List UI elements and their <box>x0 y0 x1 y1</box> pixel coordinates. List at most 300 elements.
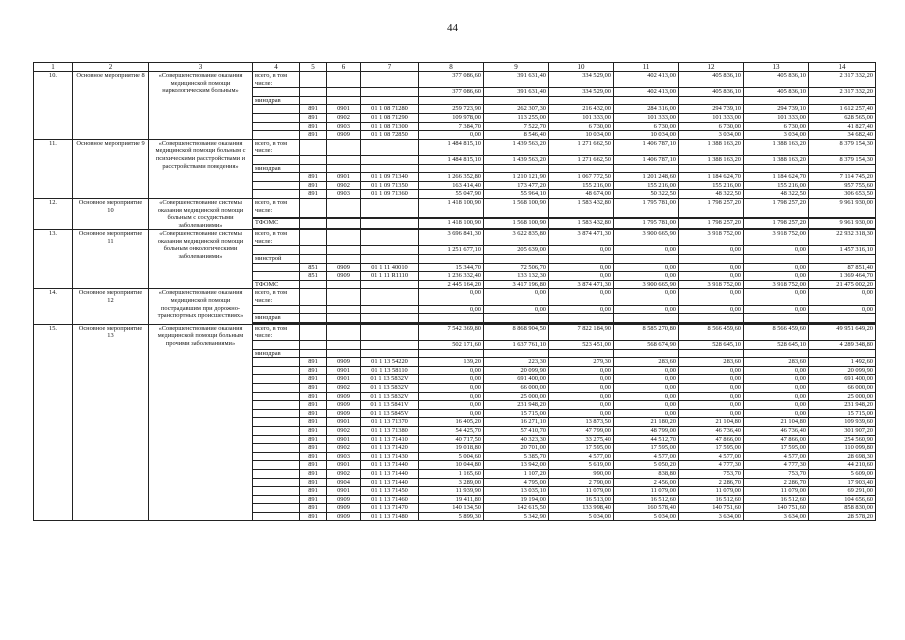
amount-cell: 1 418 100,90 <box>419 198 484 217</box>
amount-cell <box>809 314 876 323</box>
amount-cell: 0,00 <box>614 289 679 305</box>
amount-cell: 54 425,70 <box>419 426 484 435</box>
funding-source-cell: всего, в том числе: <box>253 324 300 340</box>
amount-cell: 2 456,00 <box>614 478 679 487</box>
amount-cell: 19 411,80 <box>419 495 484 504</box>
amount-cell: 7 384,70 <box>419 122 484 131</box>
funding-source-cell <box>253 88 300 97</box>
amount-cell: 0,00 <box>419 409 484 418</box>
amount-cell: 2 445 164,20 <box>419 280 484 289</box>
amount-cell: 19 194,00 <box>484 495 549 504</box>
amount-cell: 139,20 <box>419 358 484 367</box>
column-number-cell: 14 <box>809 63 876 72</box>
amount-cell: 1 251 677,10 <box>419 246 484 255</box>
amount-cell: 1 210 121,90 <box>484 173 549 182</box>
amount-cell: 0,00 <box>614 246 679 255</box>
amount-cell: 3 918 752,00 <box>679 230 744 246</box>
amount-cell: 262 307,30 <box>484 105 549 114</box>
amount-cell: 0,00 <box>549 401 614 410</box>
amount-cell: 9 961 930,00 <box>809 198 876 217</box>
row-number-cell: 13. <box>34 230 73 289</box>
amount-cell: 142 615,50 <box>484 504 549 513</box>
amount-cell: 0,00 <box>614 263 679 272</box>
amount-cell: 402 413,00 <box>614 88 679 97</box>
amount-cell: 48 799,00 <box>614 426 679 435</box>
amount-cell: 40 717,50 <box>419 435 484 444</box>
amount-cell: 0,00 <box>419 131 484 140</box>
funding-source-cell <box>253 173 300 182</box>
amount-cell <box>419 349 484 358</box>
amount-cell: 5 004,60 <box>419 452 484 461</box>
amount-cell: 334 529,00 <box>549 72 614 88</box>
amount-cell: 377 086,60 <box>419 88 484 97</box>
amount-cell <box>549 164 614 173</box>
amount-cell <box>549 96 614 105</box>
funding-source-cell <box>253 512 300 521</box>
amount-cell: 1 418 100,90 <box>419 219 484 229</box>
funding-source-cell <box>253 452 300 461</box>
amount-cell: 259 723,90 <box>419 105 484 114</box>
funding-source-cell: минздрав <box>253 164 300 173</box>
amount-cell: 49 951 649,20 <box>809 324 876 340</box>
amount-cell: 0,00 <box>549 305 614 314</box>
amount-cell <box>744 164 809 173</box>
grbs-code-cell <box>300 198 327 217</box>
amount-cell <box>549 349 614 358</box>
amount-cell: 16 513,00 <box>549 495 614 504</box>
target-article-cell: 01 1 13 71410 <box>361 435 419 444</box>
amount-cell: 0,00 <box>744 289 809 305</box>
amount-cell: 0,00 <box>744 366 809 375</box>
amount-cell: 1 568 100,90 <box>484 198 549 217</box>
target-article-cell: 01 1 13 71460 <box>361 495 419 504</box>
amount-cell: 0,00 <box>419 375 484 384</box>
funding-source-cell <box>253 409 300 418</box>
amount-cell: 231 948,20 <box>484 401 549 410</box>
column-number-cell: 7 <box>361 63 419 72</box>
amount-cell: 4 577,00 <box>614 452 679 461</box>
amount-cell: 10 034,00 <box>614 131 679 140</box>
amount-cell <box>614 96 679 105</box>
funding-source-cell <box>253 181 300 190</box>
amount-cell: 140 134,50 <box>419 504 484 513</box>
amount-cell: 3 417 196,80 <box>484 280 549 289</box>
amount-cell: 44 512,70 <box>614 435 679 444</box>
amount-cell: 160 578,40 <box>614 504 679 513</box>
amount-cell: 0,00 <box>419 392 484 401</box>
column-number-cell: 11 <box>614 63 679 72</box>
target-article-cell <box>361 305 419 314</box>
grbs-code-cell: 891 <box>300 173 327 182</box>
amount-cell: 0,00 <box>614 392 679 401</box>
amount-cell <box>549 255 614 264</box>
funding-source-cell <box>253 246 300 255</box>
target-article-cell: 01 1 13 71440 <box>361 461 419 470</box>
row-number-cell: 12. <box>34 198 73 229</box>
table-row <box>34 289 876 305</box>
target-article-cell: 01 1 13 5832V <box>361 383 419 392</box>
amount-cell: 173 477,20 <box>484 181 549 190</box>
amount-cell: 0,00 <box>419 401 484 410</box>
amount-cell: 28 698,30 <box>809 452 876 461</box>
funding-source-cell: минздрав <box>253 96 300 105</box>
amount-cell: 391 631,40 <box>484 88 549 97</box>
amount-cell: 8 379 154,30 <box>809 139 876 155</box>
amount-cell: 11 079,00 <box>549 487 614 496</box>
funding-source-cell <box>253 341 300 350</box>
amount-cell: 22 932 318,30 <box>809 230 876 246</box>
measure-name-cell: Основное мероприятие 10 <box>73 198 149 229</box>
amount-cell: 405 836,10 <box>679 72 744 88</box>
amount-cell: 0,00 <box>549 375 614 384</box>
section-code-cell <box>327 255 361 264</box>
amount-cell: 25 000,00 <box>809 392 876 401</box>
grbs-code-cell <box>300 72 327 88</box>
amount-cell: 44 210,60 <box>809 461 876 470</box>
target-article-cell <box>361 324 419 340</box>
amount-cell: 1 184 624,70 <box>744 173 809 182</box>
amount-cell: 3 289,00 <box>419 478 484 487</box>
amount-cell: 1 798 257,20 <box>744 198 809 217</box>
row-number-cell: 11. <box>34 139 73 198</box>
section-code-cell: 0909 <box>327 263 361 272</box>
amount-cell: 16 512,60 <box>614 495 679 504</box>
amount-cell: 0,00 <box>809 305 876 314</box>
grbs-code-cell: 891 <box>300 495 327 504</box>
amount-cell: 0,00 <box>484 289 549 305</box>
amount-cell: 40 323,30 <box>484 435 549 444</box>
amount-cell: 1 388 163,20 <box>679 139 744 155</box>
amount-cell: 4 777,30 <box>744 461 809 470</box>
amount-cell: 47 799,00 <box>549 426 614 435</box>
section-code-cell: 0909 <box>327 392 361 401</box>
section-code-cell <box>327 280 361 289</box>
funding-source-cell <box>253 461 300 470</box>
grbs-code-cell <box>300 88 327 97</box>
amount-cell: 50 322,50 <box>614 190 679 199</box>
funding-source-cell <box>253 305 300 314</box>
amount-cell: 5 619,00 <box>549 461 614 470</box>
target-article-cell: 01 1 13 71450 <box>361 487 419 496</box>
amount-cell: 133 998,40 <box>549 504 614 513</box>
amount-cell: 13 035,10 <box>484 487 549 496</box>
amount-cell: 113 255,00 <box>484 113 549 122</box>
amount-cell: 101 333,00 <box>744 113 809 122</box>
column-number-cell: 10 <box>549 63 614 72</box>
amount-cell: 0,00 <box>679 409 744 418</box>
funding-source-cell <box>253 401 300 410</box>
amount-cell: 2 286,70 <box>744 478 809 487</box>
amount-cell: 1 439 563,20 <box>484 155 549 164</box>
measure-name-cell: Основное мероприятие 9 <box>73 139 149 198</box>
amount-cell: 405 836,10 <box>744 72 809 88</box>
amount-cell: 3 034,00 <box>744 131 809 140</box>
section-code-cell: 0909 <box>327 358 361 367</box>
column-number-cell: 12 <box>679 63 744 72</box>
amount-cell: 57 410,70 <box>484 426 549 435</box>
amount-cell <box>744 349 809 358</box>
amount-cell: 5 034,00 <box>614 512 679 521</box>
amount-cell: 109 978,00 <box>419 113 484 122</box>
amount-cell: 25 000,00 <box>484 392 549 401</box>
amount-cell: 4 577,00 <box>744 452 809 461</box>
amount-cell: 16 512,60 <box>744 495 809 504</box>
amount-cell <box>809 96 876 105</box>
amount-cell: 1 406 787,10 <box>614 155 679 164</box>
section-code-cell <box>327 349 361 358</box>
amount-cell: 8 546,40 <box>484 131 549 140</box>
section-code-cell: 0902 <box>327 469 361 478</box>
amount-cell: 17 903,40 <box>809 478 876 487</box>
amount-cell: 4 577,00 <box>679 452 744 461</box>
amount-cell: 8 379 154,30 <box>809 155 876 164</box>
grbs-code-cell <box>300 155 327 164</box>
amount-cell: 0,00 <box>614 305 679 314</box>
row-number-cell: 15. <box>34 324 73 521</box>
amount-cell: 0,00 <box>614 272 679 281</box>
header-row <box>34 63 876 72</box>
grbs-code-cell: 891 <box>300 435 327 444</box>
amount-cell: 1 388 163,20 <box>744 139 809 155</box>
amount-cell: 405 836,10 <box>679 88 744 97</box>
amount-cell: 155 216,00 <box>549 181 614 190</box>
amount-cell: 0,00 <box>679 392 744 401</box>
amount-cell: 283,60 <box>614 358 679 367</box>
amount-cell: 10 034,00 <box>549 131 614 140</box>
section-code-cell <box>327 198 361 217</box>
target-article-cell <box>361 341 419 350</box>
amount-cell: 0,00 <box>744 305 809 314</box>
section-code-cell <box>327 96 361 105</box>
amount-cell: 0,00 <box>679 401 744 410</box>
amount-cell <box>419 164 484 173</box>
target-article-cell: 01 1 13 5845V <box>361 409 419 418</box>
amount-cell: 0,00 <box>614 401 679 410</box>
amount-cell: 21 104,80 <box>679 418 744 427</box>
amount-cell <box>614 164 679 173</box>
amount-cell: 47 866,00 <box>744 435 809 444</box>
target-article-cell: 01 1 08 72850 <box>361 131 419 140</box>
amount-cell: 0,00 <box>419 366 484 375</box>
column-number-cell: 6 <box>327 63 361 72</box>
amount-cell <box>679 314 744 323</box>
funding-source-cell <box>253 190 300 199</box>
section-code-cell <box>327 155 361 164</box>
funding-source-cell <box>253 366 300 375</box>
amount-cell: 5 050,20 <box>614 461 679 470</box>
table-row <box>34 72 876 88</box>
section-code-cell <box>327 164 361 173</box>
amount-cell: 628 565,00 <box>809 113 876 122</box>
grbs-code-cell: 851 <box>300 272 327 281</box>
amount-cell: 1 271 662,50 <box>549 139 614 155</box>
grbs-code-cell: 891 <box>300 444 327 453</box>
funding-source-cell: минстрой <box>253 255 300 264</box>
grbs-code-cell: 891 <box>300 469 327 478</box>
amount-cell: 0,00 <box>484 305 549 314</box>
amount-cell <box>419 96 484 105</box>
grbs-code-cell: 891 <box>300 478 327 487</box>
section-code-cell <box>327 314 361 323</box>
amount-cell: 0,00 <box>614 366 679 375</box>
grbs-code-cell <box>300 349 327 358</box>
section-code-cell: 0909 <box>327 512 361 521</box>
amount-cell: 5 342,90 <box>484 512 549 521</box>
table-row <box>34 324 876 340</box>
funding-source-cell: всего, в том числе: <box>253 289 300 305</box>
amount-cell: 0,00 <box>679 305 744 314</box>
funding-source-cell <box>253 444 300 453</box>
amount-cell: 1 583 432,80 <box>549 219 614 229</box>
section-code-cell <box>327 88 361 97</box>
amount-cell: 41 827,40 <box>809 122 876 131</box>
amount-cell: 0,00 <box>549 289 614 305</box>
amount-cell <box>549 314 614 323</box>
amount-cell: 1 369 464,70 <box>809 272 876 281</box>
measure-description-cell: «Совершенствование оказания медицинской помощи наркологическим больным» <box>149 72 253 140</box>
amount-cell <box>484 96 549 105</box>
amount-cell: 0,00 <box>549 246 614 255</box>
amount-cell: 46 736,40 <box>679 426 744 435</box>
amount-cell: 48 322,50 <box>679 190 744 199</box>
amount-cell: 283,60 <box>679 358 744 367</box>
target-article-cell <box>361 155 419 164</box>
grbs-code-cell <box>300 246 327 255</box>
column-number-cell: 3 <box>149 63 253 72</box>
grbs-code-cell: 891 <box>300 401 327 410</box>
funding-source-cell: всего, в том числе: <box>253 139 300 155</box>
amount-cell: 1 798 257,20 <box>744 219 809 229</box>
target-article-cell <box>361 139 419 155</box>
amount-cell: 753,70 <box>744 469 809 478</box>
amount-cell: 0,00 <box>809 289 876 305</box>
target-article-cell <box>361 289 419 305</box>
amount-cell: 101 333,00 <box>614 113 679 122</box>
amount-cell: 0,00 <box>679 375 744 384</box>
amount-cell: 377 086,60 <box>419 72 484 88</box>
amount-cell: 1 492,60 <box>809 358 876 367</box>
amount-cell: 55 964,10 <box>484 190 549 199</box>
grbs-code-cell <box>300 289 327 305</box>
funding-source-cell: ТФОМС <box>253 280 300 289</box>
funding-source-cell <box>253 122 300 131</box>
amount-cell: 3 900 665,90 <box>614 230 679 246</box>
amount-cell: 3 918 752,00 <box>744 230 809 246</box>
amount-cell: 5 034,00 <box>549 512 614 521</box>
amount-cell: 0,00 <box>614 409 679 418</box>
amount-cell: 87 851,40 <box>809 263 876 272</box>
amount-cell: 11 079,00 <box>614 487 679 496</box>
amount-cell: 20 099,90 <box>484 366 549 375</box>
section-code-cell <box>327 139 361 155</box>
amount-cell: 2 317 332,20 <box>809 72 876 88</box>
amount-cell: 8 566 459,60 <box>679 324 744 340</box>
amount-cell <box>484 314 549 323</box>
amount-cell: 0,00 <box>614 383 679 392</box>
amount-cell: 294 739,10 <box>744 105 809 114</box>
grbs-code-cell <box>300 219 327 229</box>
amount-cell: 3 634,00 <box>679 512 744 521</box>
grbs-code-cell <box>300 314 327 323</box>
amount-cell: 231 948,20 <box>809 401 876 410</box>
target-article-cell: 01 1 13 5832V <box>361 392 419 401</box>
table-row <box>34 198 876 217</box>
amount-cell: 20 099,90 <box>809 366 876 375</box>
amount-cell: 1 271 662,50 <box>549 155 614 164</box>
amount-cell: 568 674,90 <box>614 341 679 350</box>
amount-cell: 15 715,00 <box>484 409 549 418</box>
funding-source-cell <box>253 263 300 272</box>
grbs-code-cell: 891 <box>300 366 327 375</box>
amount-cell: 1 236 332,40 <box>419 272 484 281</box>
funding-source-cell <box>253 487 300 496</box>
target-article-cell <box>361 219 419 229</box>
amount-cell: 691 400,00 <box>809 375 876 384</box>
amount-cell: 7 114 745,20 <box>809 173 876 182</box>
amount-cell: 13 942,00 <box>484 461 549 470</box>
amount-cell: 1 457 316,10 <box>809 246 876 255</box>
amount-cell: 155 216,00 <box>614 181 679 190</box>
amount-cell: 0,00 <box>549 263 614 272</box>
amount-cell: 28 578,20 <box>809 512 876 521</box>
funding-source-cell <box>253 155 300 164</box>
section-code-cell: 0901 <box>327 461 361 470</box>
target-article-cell <box>361 280 419 289</box>
target-article-cell: 01 1 09 71350 <box>361 181 419 190</box>
amount-cell: 0,00 <box>549 409 614 418</box>
column-number-cell: 1 <box>34 63 73 72</box>
amount-cell <box>744 314 809 323</box>
grbs-code-cell: 891 <box>300 105 327 114</box>
section-code-cell: 0909 <box>327 504 361 513</box>
section-code-cell: 0909 <box>327 131 361 140</box>
amount-cell: 11 939,90 <box>419 487 484 496</box>
amount-cell: 21 104,80 <box>744 418 809 427</box>
amount-cell <box>419 314 484 323</box>
amount-cell: 0,00 <box>744 409 809 418</box>
amount-cell: 46 736,40 <box>744 426 809 435</box>
amount-cell: 2 790,00 <box>549 478 614 487</box>
grbs-code-cell: 891 <box>300 375 327 384</box>
target-article-cell: 01 1 13 5832V <box>361 375 419 384</box>
section-code-cell <box>327 341 361 350</box>
target-article-cell: 01 1 09 71360 <box>361 190 419 199</box>
grbs-code-cell: 891 <box>300 181 327 190</box>
grbs-code-cell: 891 <box>300 452 327 461</box>
amount-cell: 0,00 <box>679 246 744 255</box>
target-article-cell: 01 1 13 71370 <box>361 418 419 427</box>
amount-cell: 402 413,00 <box>614 72 679 88</box>
amount-cell: 101 333,00 <box>549 113 614 122</box>
section-code-cell <box>327 230 361 246</box>
amount-cell: 0,00 <box>679 383 744 392</box>
grbs-code-cell <box>300 324 327 340</box>
target-article-cell: 01 1 13 71480 <box>361 512 419 521</box>
amount-cell: 33 275,40 <box>549 435 614 444</box>
funding-source-cell <box>253 392 300 401</box>
section-code-cell: 0902 <box>327 426 361 435</box>
target-article-cell: 01 1 08 71280 <box>361 105 419 114</box>
target-article-cell: 01 1 13 71380 <box>361 426 419 435</box>
amount-cell <box>419 255 484 264</box>
section-code-cell: 0909 <box>327 401 361 410</box>
amount-cell: 523 451,00 <box>549 341 614 350</box>
amount-cell: 17 595,00 <box>549 444 614 453</box>
amount-cell: 3 874 471,30 <box>549 230 614 246</box>
target-article-cell: 01 1 13 71470 <box>361 504 419 513</box>
amount-cell: 294 739,10 <box>679 105 744 114</box>
amount-cell: 0,00 <box>549 392 614 401</box>
